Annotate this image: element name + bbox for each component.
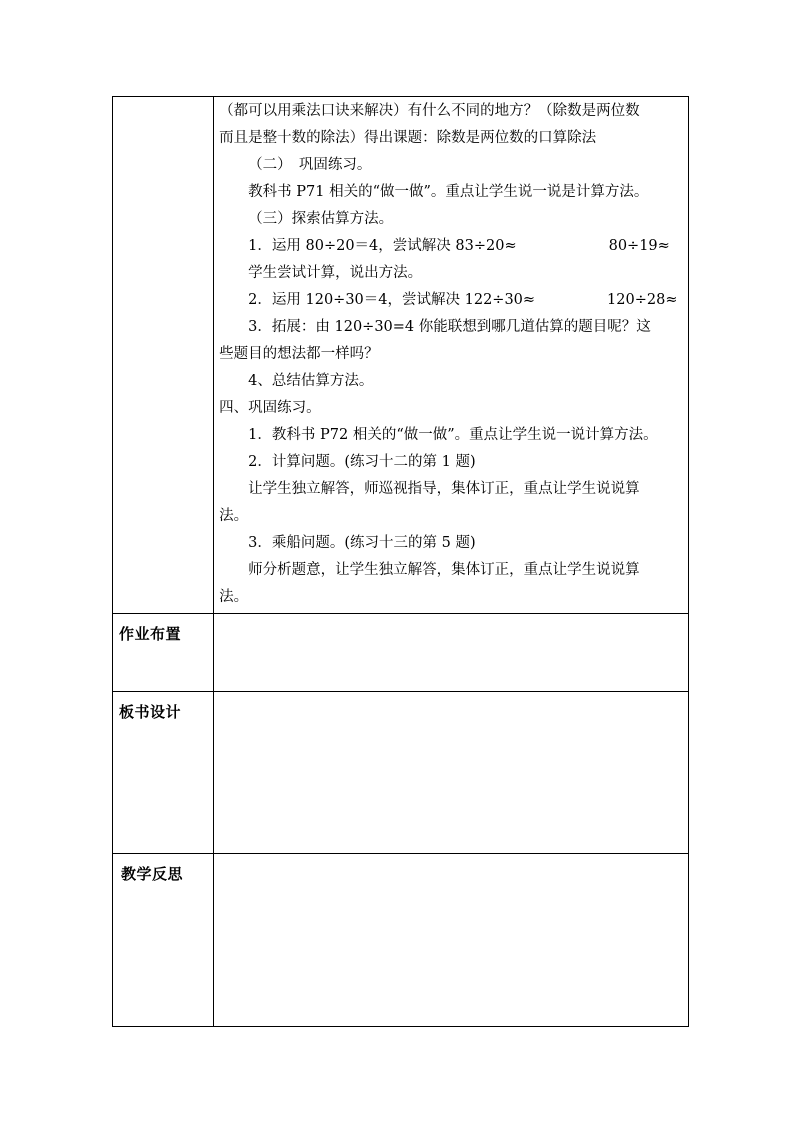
homework-label: 作业布置 — [119, 625, 182, 643]
text-line: 些题目的想法都一样吗？ — [219, 346, 379, 362]
text-line: 3．拓展：由 120÷30=4 你能联想到哪几道估算的题目呢？这 — [248, 319, 651, 335]
text-line: 3．乘船问题。(练习十三的第 5 题) — [248, 535, 476, 551]
text-line: 法。 — [219, 589, 249, 605]
text-line: 1．教科书 P72 相关的“做一做”。重点让学生说一说计算方法。 — [248, 427, 658, 443]
text-line: 教科书 P71 相关的“做一做”。重点让学生说一说是计算方法。 — [248, 184, 649, 200]
reflection-label-cell — [113, 854, 214, 1027]
reflection-row — [113, 854, 689, 1027]
estimation-item-1-text: 1．运用 80÷20＝4，尝试解决 83÷20≈ — [248, 238, 517, 254]
text-line: （都可以用乘法口诀来解决）有什么不同的地方？（除数是两位数 — [219, 103, 640, 119]
estimation-item-2-extra: 120÷28≈ — [607, 292, 678, 308]
reflection-content-cell — [214, 854, 689, 1027]
estimation-item-1-extra: 80÷19≈ — [608, 238, 670, 254]
text-line: 法。 — [219, 508, 249, 524]
board-design-label: 板书设计 — [119, 703, 182, 721]
board-design-row — [113, 692, 689, 854]
text-line: 师分析题意，让学生独立解答，集体订正，重点让学生说说算 — [248, 562, 640, 578]
text-line: 让学生独立解答，师巡视指导，集体订正，重点让学生说说算 — [248, 481, 640, 497]
text-line: 而且是整十数的除法）得出课题：除数是两位数的口算除法 — [219, 130, 597, 146]
homework-row — [113, 614, 689, 692]
reflection-label: 教学反思 — [121, 865, 184, 883]
text-line: 2．计算问题。(练习十二的第 1 题) — [248, 454, 476, 470]
section-heading: 四、巩固练习。 — [219, 400, 321, 416]
subsection-heading: （二） 巩固练习。 — [248, 157, 372, 173]
empty-label-cell — [113, 97, 214, 614]
teaching-process-row — [113, 97, 689, 614]
board-design-content-cell — [214, 692, 689, 854]
estimation-item-2-text: 2．运用 120÷30＝4，尝试解决 122÷30≈ — [248, 292, 536, 308]
estimation-item-1 — [219, 233, 682, 260]
teaching-process-content — [214, 97, 689, 614]
estimation-item-2 — [219, 287, 682, 314]
homework-content-cell — [214, 614, 689, 692]
lesson-plan-table — [112, 96, 689, 1027]
board-design-label-cell — [113, 692, 214, 854]
text-line: 学生尝试计算，说出方法。 — [248, 265, 423, 281]
text-line: 4、总结估算方法。 — [248, 373, 374, 389]
homework-label-cell — [113, 614, 214, 692]
subsection-heading: （三）探索估算方法。 — [248, 211, 394, 227]
